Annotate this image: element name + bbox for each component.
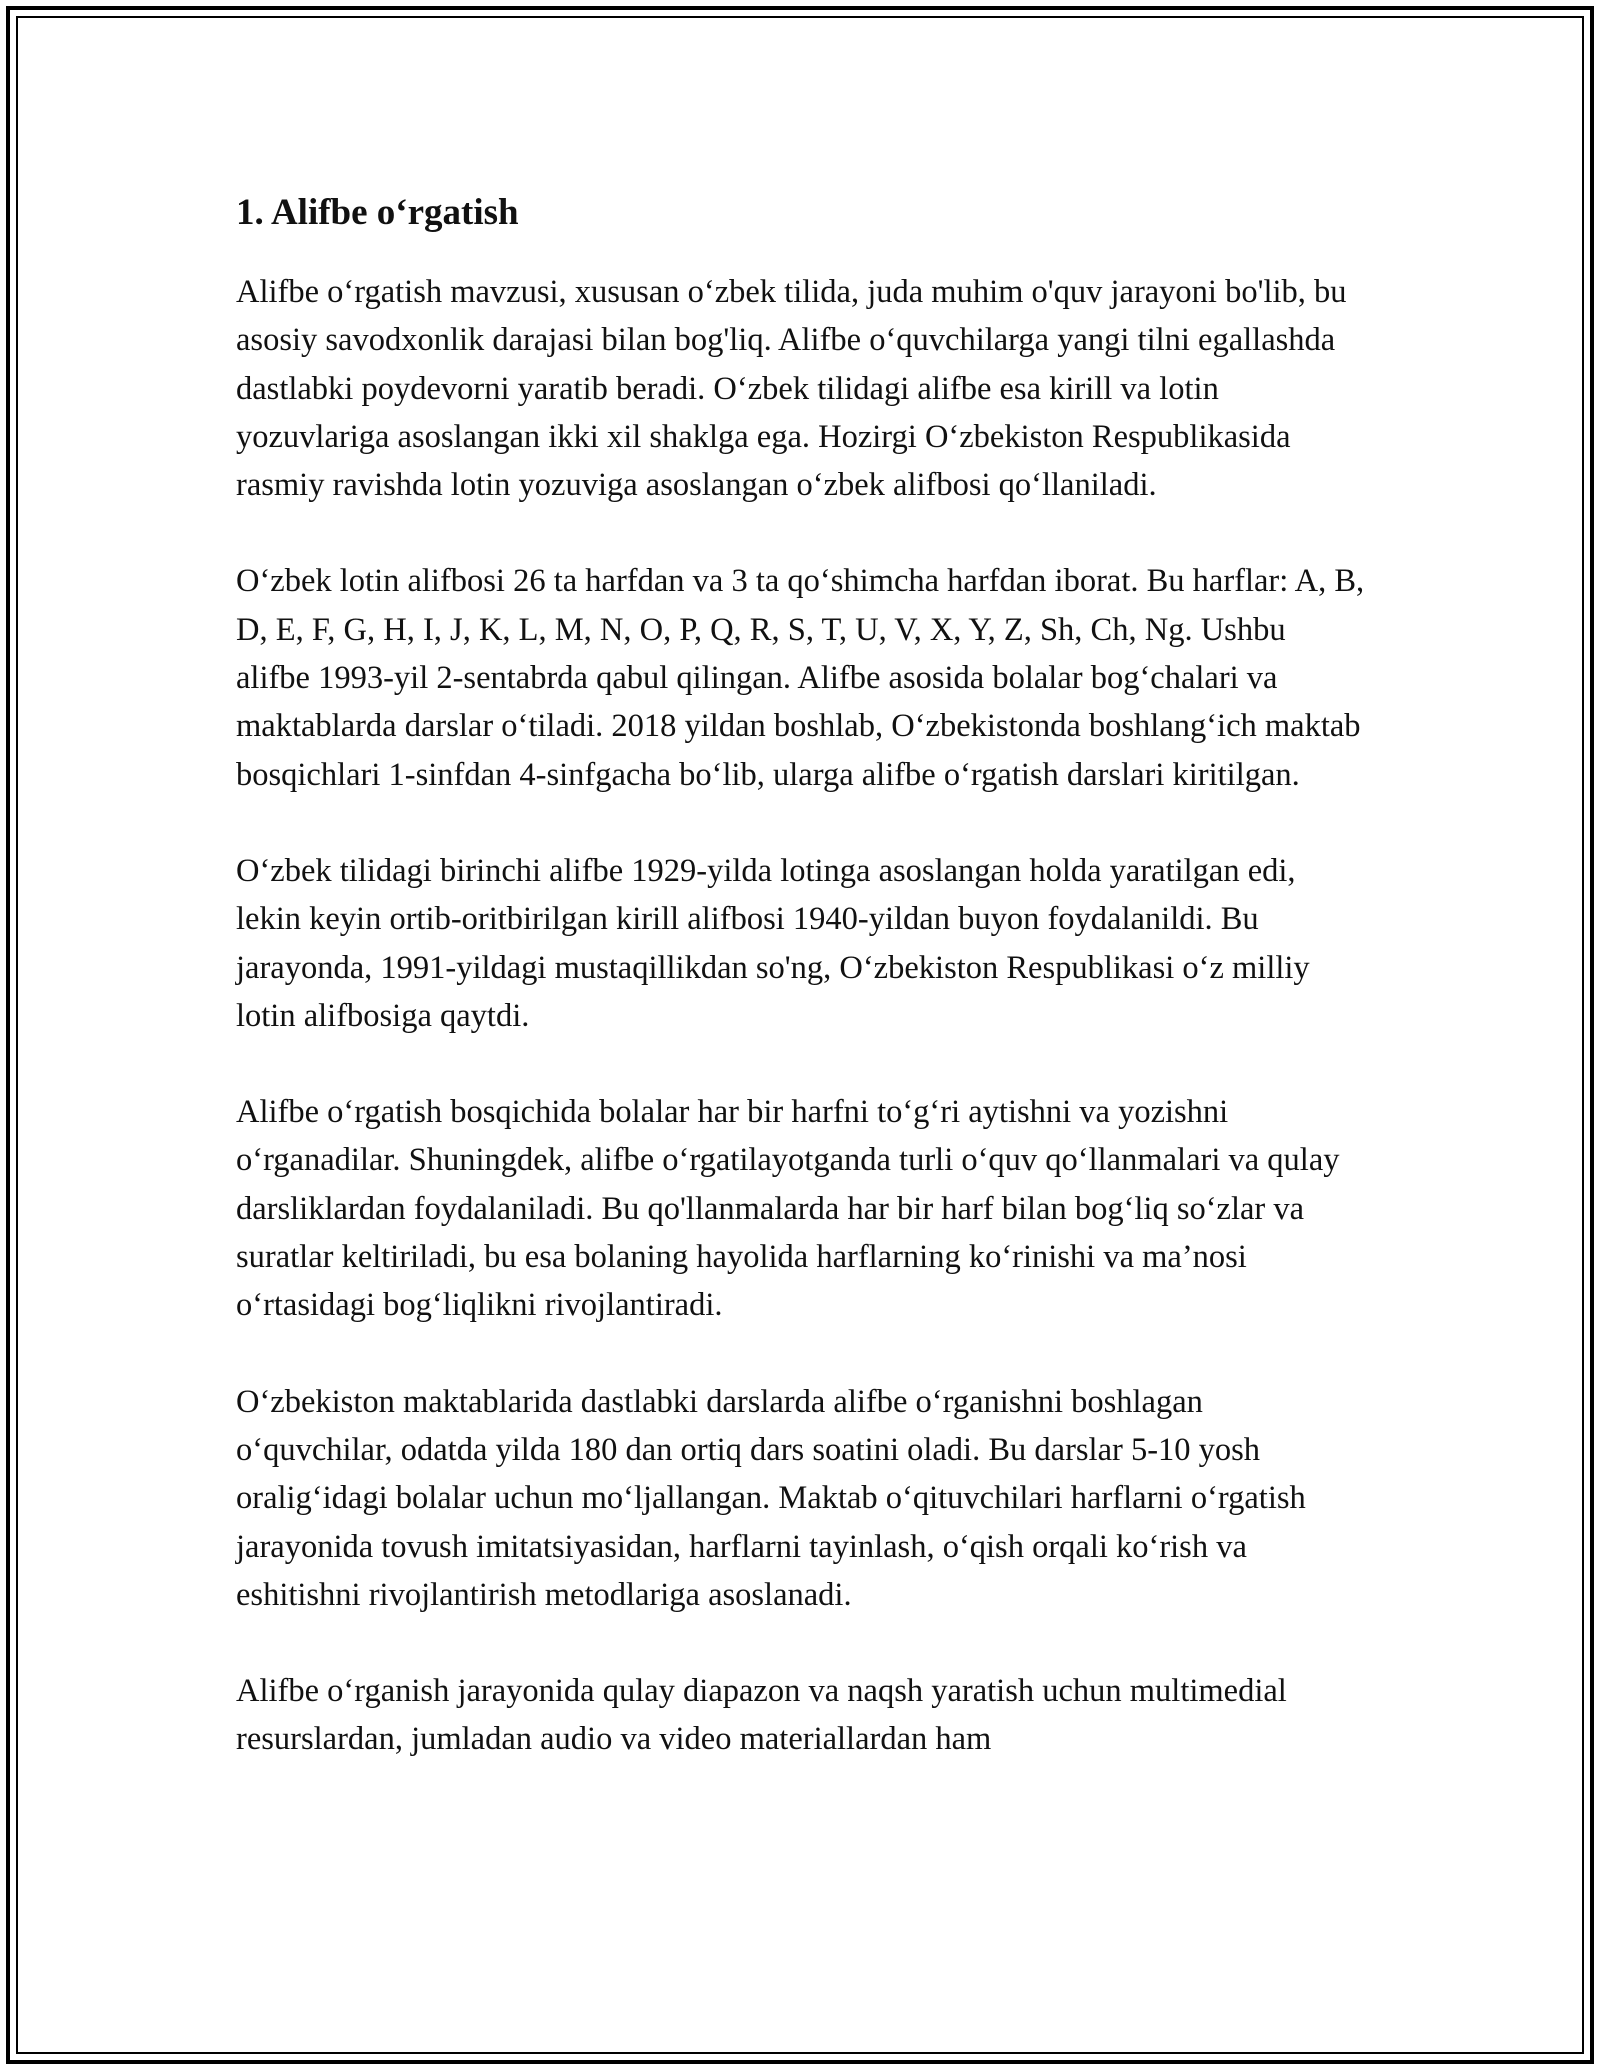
- paragraph-4: Alifbe o‘rgatish bosqichida bolalar har bir harfni to‘g‘ri aytishni va yozishni o‘rganadilar. Shuningdek, alifbe o‘rgatilayotganda turli o‘quv qo‘llanmalari va qulay darsliklardan foydalaniladi. Bu qo'llanmalarda har bir harf bilan bog‘liq so‘zlar va suratlar keltiriladi, bu esa bolaning hayolida harflarning ko‘rinishi va ma’nosi o‘rtasidagi bog‘liqlikni rivojlantiradi.: [236, 1094, 1340, 1324]
- document-body: [236, 186, 1366, 1812]
- section-heading: 1. Alifbe o‘rgatish: [236, 192, 519, 233]
- paragraph-5: O‘zbekiston maktablarida dastlabki darslarda alifbe o‘rganishni boshlagan o‘quvchilar, odatda yilda 180 dan ortiq dars soatini oladi. Bu darslar 5-10 yosh oralig‘idagi bolalar uchun mo‘ljallangan. Maktab o‘qituvchilari harflarni o‘rgatish jarayonida tovush imitatsiyasidan, harflarni tayinlash, o‘qish orqali ko‘rish va eshitishni rivojlantirish metodlariga asoslanadi.: [236, 1383, 1306, 1613]
- paragraph-2: O‘zbek lotin alifbosi 26 ta harfdan va 3 ta qo‘shimcha harfdan iborat. Bu harflar: A, B, D, E, F, G, H, I, J, K, L, M, N, O, P, Q, R, S, T, U, V, X, Y, Z, Sh, Ch, Ng. Ushbu alifbe 1993-yil 2-sentabrda qabul qilingan. Alifbe asosida bolalar bog‘chalari va maktablarda darslar o‘tiladi. 2018 yildan boshlab, O‘zbekistonda boshlang‘ich maktab bosqichlari 1-sinfdan 4-sinfgacha bo‘lib, ularga alifbe o‘rgatish darslari kiritilgan.: [236, 563, 1365, 793]
- paragraph-1: Alifbe o‘rgatish mavzusi, xususan o‘zbek tilida, juda muhim o'quv jarayoni bo'lib, bu asosiy savodxonlik darajasi bilan bog'liq. Alifbe o‘quvchilarga yangi tilni egallashda dastlabki poydevorni yaratib beradi. O‘zbek tilidagi alifbe esa kirill va lotin yozuvlariga asoslangan ikki xil shaklga ega. Hozirgi O‘zbekiston Respublikasida rasmiy ravishda lotin yozuviga asoslangan o‘zbek alifbosi qo‘llaniladi.: [236, 274, 1347, 504]
- paragraph-3: O‘zbek tilidagi birinchi alifbe 1929-yilda lotinga asoslangan holda yaratilgan edi, lekin keyin ortib-oritbirilgan kirill alifbosi 1940-yildan buyon foydalanildi. Bu jarayonda, 1991-yildagi mustaqillikdan so'ng, O‘zbekiston Respublikasi o‘z milliy lotin alifbosiga qaytdi.: [236, 852, 1310, 1034]
- paragraph-6: Alifbe o‘rganish jarayonida qulay diapazon va naqsh yaratish uchun multimedial resurslardan, jumladan audio va video materiallardan ham: [236, 1673, 1287, 1758]
